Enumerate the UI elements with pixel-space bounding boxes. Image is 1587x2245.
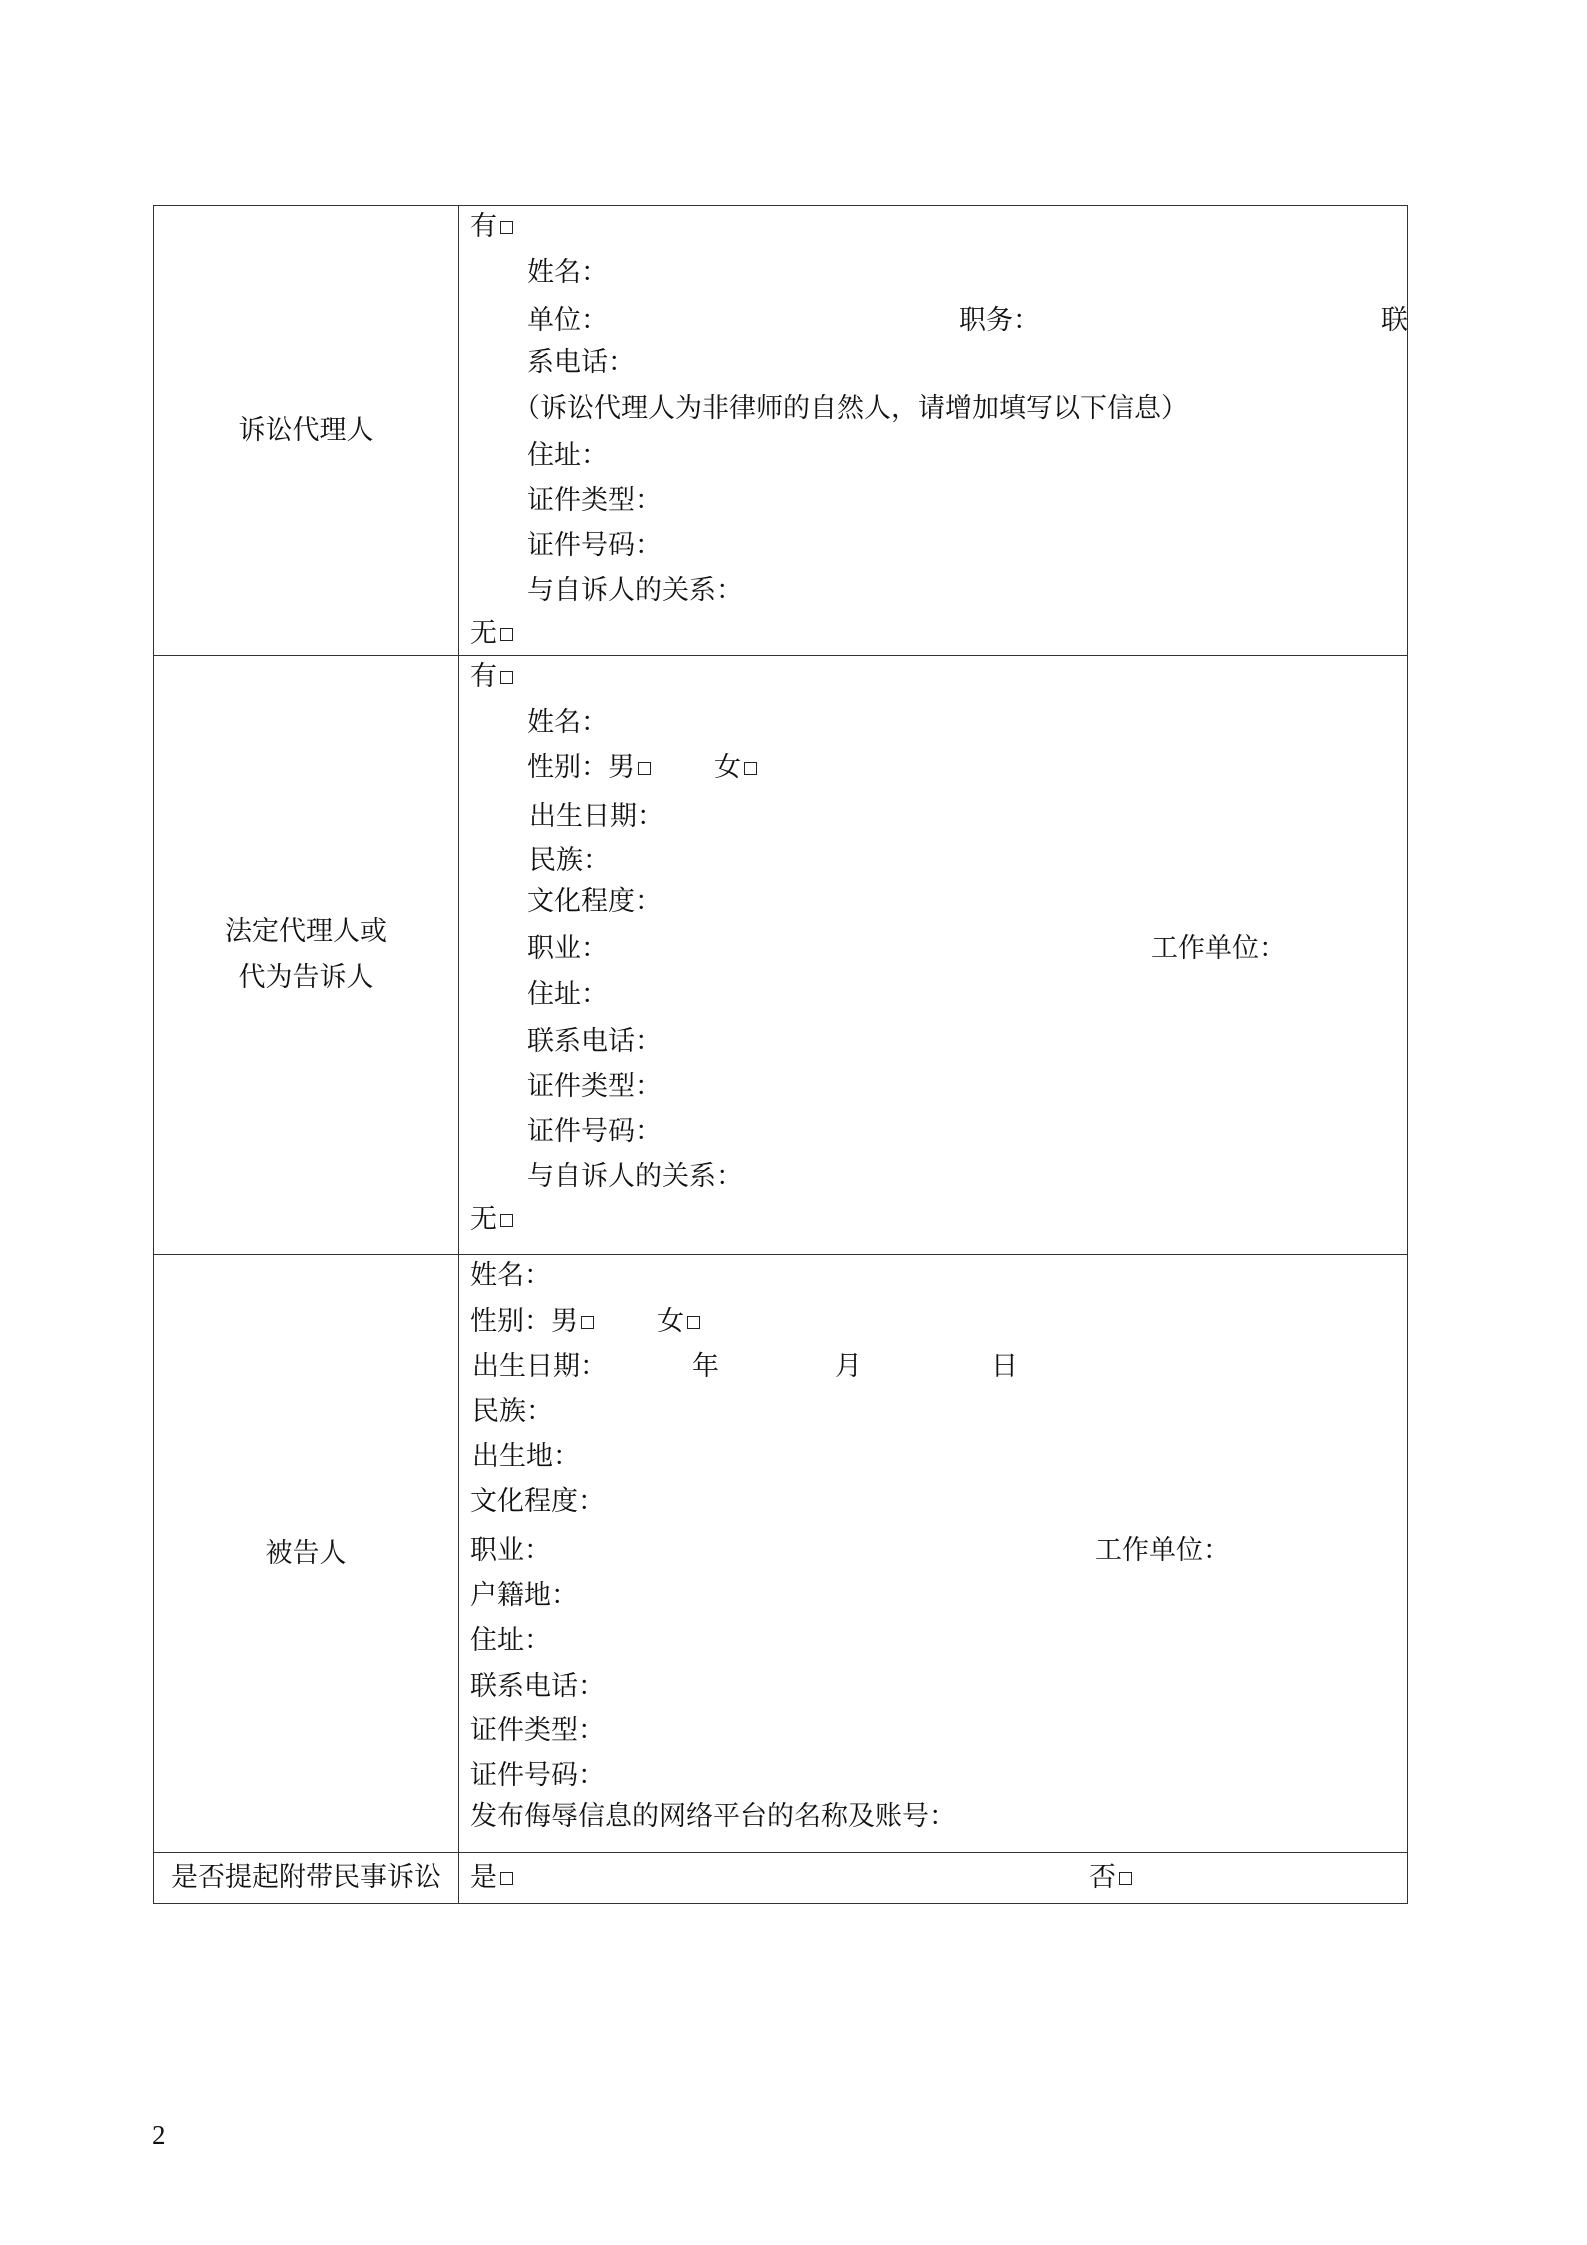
rep-none-checkbox[interactable] bbox=[500, 1214, 513, 1227]
def-phone-label: 联系电话： bbox=[470, 1671, 605, 1702]
agent-none-text: 无 bbox=[470, 618, 497, 649]
label-defendant bbox=[154, 1255, 459, 1853]
rep-workplace-label: 工作单位： bbox=[1151, 933, 1286, 964]
label-legal-representative-line1: 法定代理人或 bbox=[225, 916, 387, 947]
page-number: 2 bbox=[152, 2120, 166, 2150]
content-civil-suit bbox=[459, 1853, 1408, 1904]
def-birthplace-label: 出生地： bbox=[472, 1441, 580, 1472]
agent-note: （诉讼代理人为非律师的自然人，请增加填写以下信息） bbox=[513, 393, 1188, 424]
def-gender-female-option[interactable] bbox=[657, 1305, 700, 1339]
def-id-type-label: 证件类型： bbox=[470, 1715, 605, 1746]
row-civil-suit bbox=[154, 1853, 1408, 1904]
def-id-number-label: 证件号码： bbox=[470, 1760, 605, 1791]
content-defendant bbox=[459, 1255, 1408, 1853]
rep-male-checkbox[interactable] bbox=[638, 762, 651, 775]
rep-none-text: 无 bbox=[470, 1204, 497, 1235]
rep-has-text: 有 bbox=[470, 661, 497, 692]
def-education-label: 文化程度： bbox=[470, 1486, 605, 1517]
def-workplace-label: 工作单位： bbox=[1095, 1535, 1230, 1566]
rep-id-number-label: 证件号码： bbox=[527, 1116, 662, 1147]
rep-occupation-label: 职业： bbox=[527, 933, 608, 964]
def-gender-male-text: 性别：男 bbox=[470, 1306, 578, 1337]
label-litigation-agent-text: 诉讼代理人 bbox=[238, 414, 374, 446]
rep-ethnicity-label: 民族： bbox=[529, 845, 610, 876]
agent-phone-label-part2: 系电话： bbox=[527, 347, 635, 378]
label-legal-representative-line2: 代为告诉人 bbox=[238, 962, 374, 993]
civil-suit-yes-text: 是 bbox=[470, 1862, 497, 1893]
agent-position-label: 职务： bbox=[959, 305, 1040, 336]
row-legal-representative bbox=[154, 656, 1408, 1255]
label-defendant-text: 被告人 bbox=[265, 1537, 347, 1569]
row-litigation-agent bbox=[154, 206, 1408, 656]
rep-phone-label: 联系电话： bbox=[527, 1026, 662, 1057]
rep-gender-female-option[interactable] bbox=[714, 751, 757, 785]
def-address-label: 住址： bbox=[470, 1625, 551, 1656]
def-occupation-label: 职业： bbox=[470, 1535, 551, 1566]
content-litigation-agent bbox=[459, 206, 1408, 656]
civil-suit-no-option[interactable] bbox=[1089, 1861, 1132, 1895]
rep-has-checkbox[interactable] bbox=[500, 671, 513, 684]
rep-id-type-label: 证件类型： bbox=[527, 1071, 662, 1102]
rep-name-label: 姓名： bbox=[527, 707, 608, 738]
rep-birth-date-label: 出生日期： bbox=[529, 801, 664, 832]
rep-education-label: 文化程度： bbox=[527, 886, 662, 917]
label-civil-suit bbox=[154, 1853, 459, 1904]
label-legal-representative bbox=[154, 656, 459, 1255]
row-defendant bbox=[154, 1255, 1408, 1853]
def-gender-female-text: 女 bbox=[657, 1306, 684, 1337]
def-name-label: 姓名： bbox=[470, 1260, 551, 1291]
rep-none-option[interactable] bbox=[470, 1203, 513, 1237]
civil-suit-yes-option[interactable] bbox=[470, 1861, 513, 1895]
def-year-label: 年 bbox=[692, 1351, 719, 1382]
rep-has-option[interactable] bbox=[470, 660, 513, 694]
agent-id-type-label: 证件类型： bbox=[527, 485, 662, 516]
agent-none-checkbox[interactable] bbox=[500, 628, 513, 641]
def-day-label: 日 bbox=[991, 1351, 1018, 1382]
agent-has-text: 有 bbox=[470, 211, 497, 242]
def-month-label: 月 bbox=[835, 1351, 862, 1382]
rep-relation-label: 与自诉人的关系： bbox=[527, 1161, 743, 1192]
agent-none-option[interactable] bbox=[470, 617, 513, 651]
label-litigation-agent bbox=[154, 206, 459, 656]
civil-suit-no-text: 否 bbox=[1089, 1862, 1116, 1893]
def-female-checkbox[interactable] bbox=[687, 1316, 700, 1329]
agent-address-label: 住址： bbox=[527, 440, 608, 471]
def-male-checkbox[interactable] bbox=[581, 1316, 594, 1329]
rep-gender-female-text: 女 bbox=[714, 752, 741, 783]
agent-relation-label: 与自诉人的关系： bbox=[527, 575, 743, 606]
complaint-form-table bbox=[153, 205, 1408, 1904]
agent-has-option[interactable] bbox=[470, 210, 513, 244]
civil-suit-yes-checkbox[interactable] bbox=[500, 1872, 513, 1885]
civil-suit-no-checkbox[interactable] bbox=[1119, 1872, 1132, 1885]
def-gender-male-option[interactable] bbox=[470, 1305, 594, 1339]
rep-gender-male-option[interactable] bbox=[527, 751, 651, 785]
label-civil-suit-text: 是否提起附带民事诉讼 bbox=[171, 1862, 441, 1893]
rep-gender-male-text: 性别：男 bbox=[527, 752, 635, 783]
agent-name-label: 姓名： bbox=[527, 257, 608, 288]
rep-female-checkbox[interactable] bbox=[744, 762, 757, 775]
agent-has-checkbox[interactable] bbox=[500, 221, 513, 234]
def-platform-label: 发布侮辱信息的网络平台的名称及账号： bbox=[470, 1801, 956, 1832]
agent-phone-label-part1: 联 bbox=[1381, 305, 1408, 336]
agent-id-number-label: 证件号码： bbox=[527, 530, 662, 561]
content-legal-representative bbox=[459, 656, 1408, 1255]
def-household-registration-label: 户籍地： bbox=[470, 1580, 578, 1611]
def-ethnicity-label: 民族： bbox=[472, 1396, 553, 1427]
agent-employer-label: 单位： bbox=[527, 305, 608, 336]
def-birth-date-label: 出生日期： bbox=[472, 1351, 607, 1382]
rep-address-label: 住址： bbox=[527, 979, 608, 1010]
